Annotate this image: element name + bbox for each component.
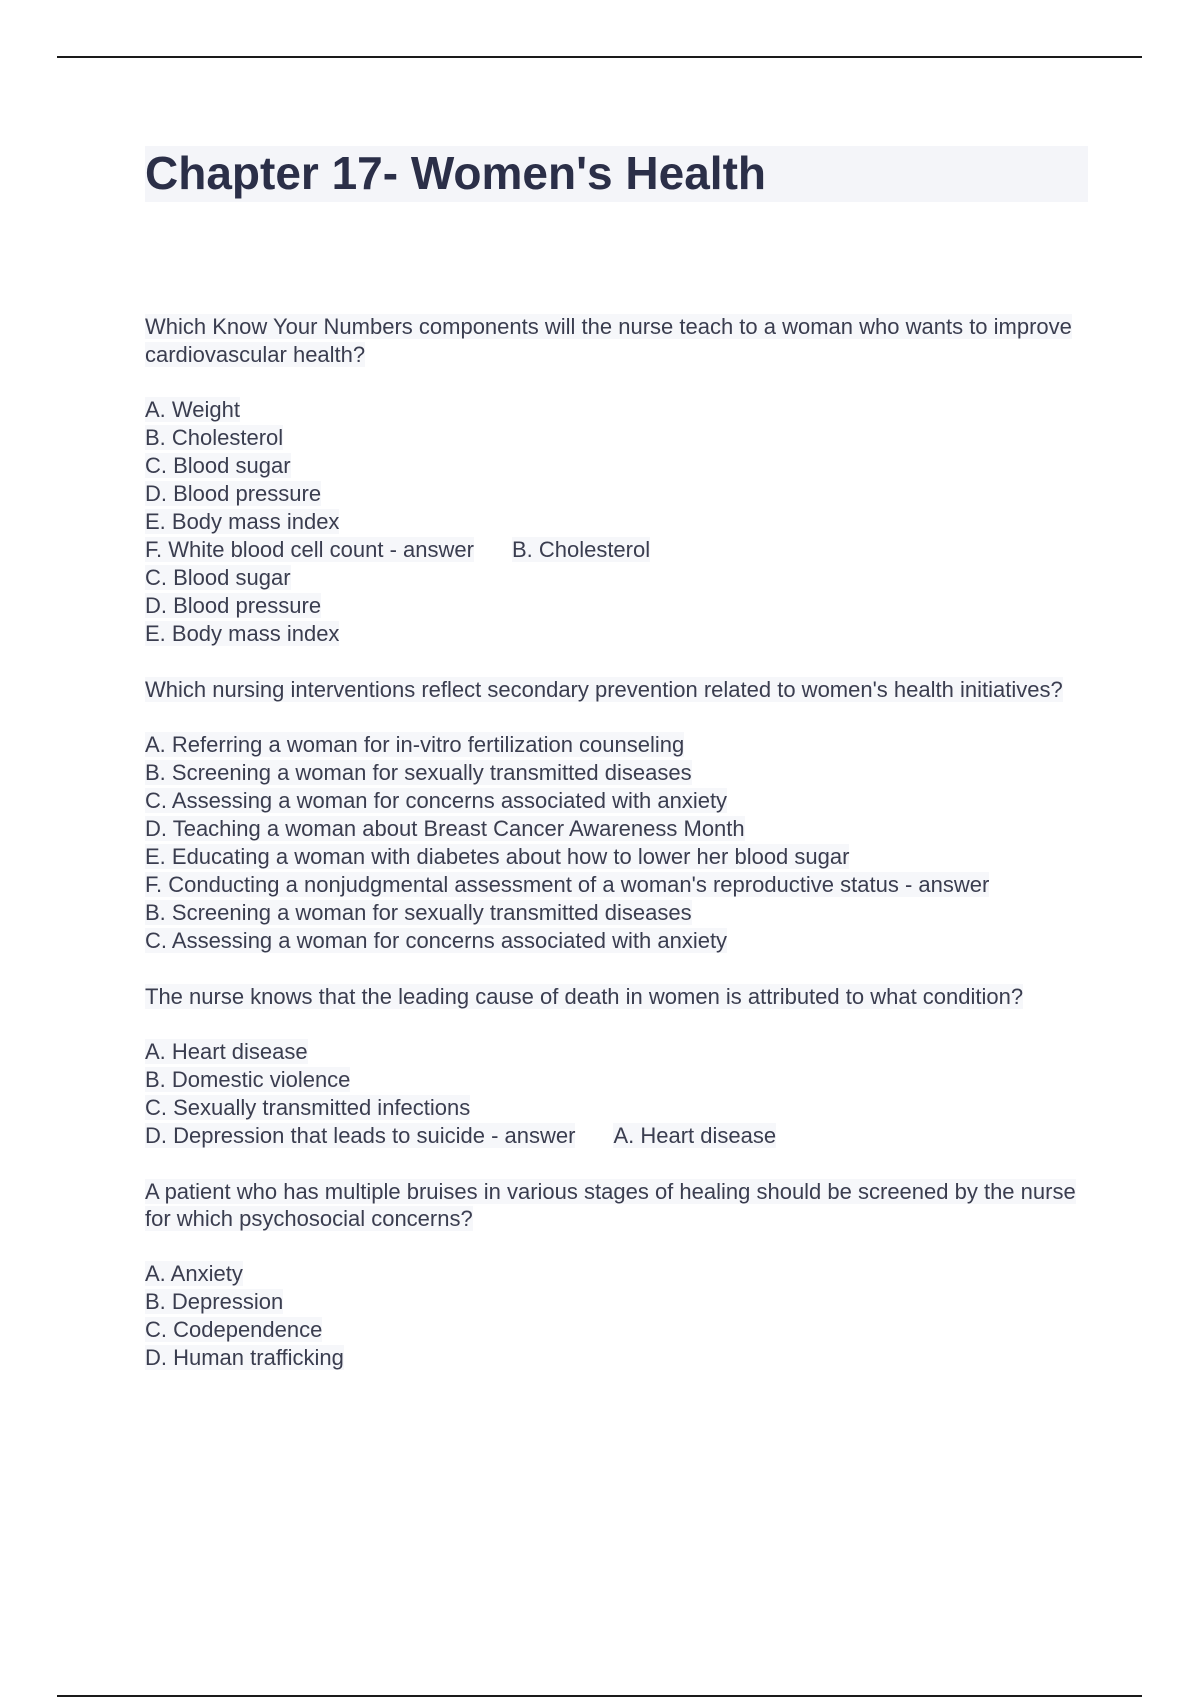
question-1-stem: Which Know Your Numbers components will the nurse teach to a woman who wants to improve cardiovascular health? (145, 314, 1072, 367)
option-e: E. Body mass index (145, 508, 340, 534)
option-a: A. Anxiety (145, 1261, 243, 1286)
question-3 (145, 983, 1105, 1150)
question-1-options (145, 396, 1105, 648)
option-b: B. Screening a woman for sexually transmitted diseases (145, 759, 692, 785)
question-3-stem: The nurse knows that the leading cause of death in women is attributed to what condition? (145, 983, 1024, 1009)
top-rule (57, 56, 1142, 58)
answer-line: C. Assessing a woman for concerns associated with anxiety (145, 927, 728, 953)
question-1 (145, 313, 1105, 648)
option-c: C. Codependence (145, 1317, 323, 1342)
option-d: D. Teaching a woman about Breast Cancer Awareness Month (145, 815, 745, 841)
option-f-with-answer: F. Conducting a nonjudgmental assessment of a woman's reproductive status - answer (145, 871, 990, 897)
option-b: B. Cholesterol (145, 424, 284, 450)
option-b: B. Domestic violence (145, 1066, 351, 1092)
option-c: C. Sexually transmitted infections (145, 1094, 471, 1120)
answer-first: A. Heart disease (613, 1122, 777, 1148)
answer-line: C. Blood sugar (145, 564, 291, 590)
answer-line: B. Screening a woman for sexually transmitted diseases (145, 899, 692, 925)
question-2-stem: Which nursing interventions reflect secondary prevention related to women's health initiatives? (145, 676, 1063, 702)
question-2 (145, 676, 1105, 955)
option-d-with-answer: D. Depression that leads to suicide - answer A. Heart disease (145, 1122, 777, 1148)
option-a: A. Weight (145, 396, 240, 422)
option-c: C. Assessing a woman for concerns associated with anxiety (145, 787, 728, 813)
option-d: D. Blood pressure (145, 480, 322, 506)
option-b: B. Depression (145, 1289, 284, 1314)
question-3-options (145, 1038, 1105, 1150)
option-a: A. Heart disease (145, 1038, 308, 1064)
question-2-options (145, 731, 1105, 955)
option-c: C. Blood sugar (145, 452, 291, 478)
option-e: E. Educating a woman with diabetes about how to lower her blood sugar (145, 843, 850, 869)
question-4-options (145, 1260, 1105, 1372)
option-f-with-answer: F. White blood cell count - answer B. Cholesterol (145, 536, 651, 562)
answer-first: B. Cholesterol (511, 536, 651, 562)
question-4 (145, 1178, 1105, 1373)
answer-line: E. Body mass index (145, 620, 340, 646)
answer-line: D. Blood pressure (145, 592, 322, 618)
question-4-stem: A patient who has multiple bruises in various stages of healing should be screened by the nurse for which psychosocial concerns? (145, 1178, 1076, 1231)
bottom-rule (57, 1695, 1142, 1697)
option-d: D. Human trafficking (145, 1345, 344, 1370)
page-title: Chapter 17- Women's Health (145, 147, 766, 199)
option-a: A. Referring a woman for in-vitro fertilization counseling (145, 731, 685, 757)
document-body (145, 313, 1105, 1372)
